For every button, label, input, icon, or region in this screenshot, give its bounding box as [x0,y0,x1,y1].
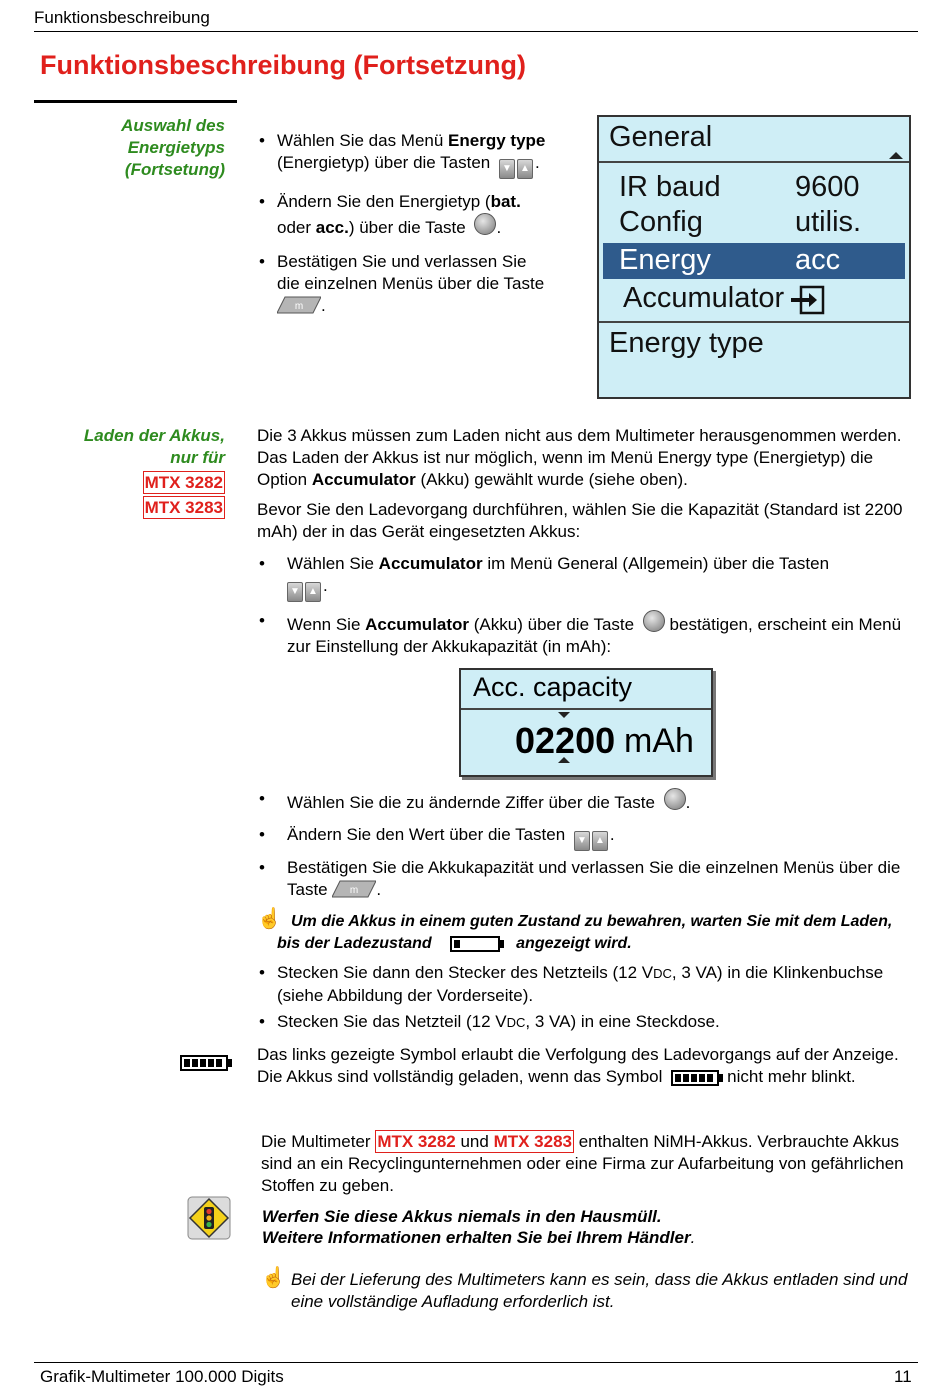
battery-full-icon [671,1070,719,1086]
lcd-general-menu [597,115,911,399]
page-title: Funktionsbeschreibung (Fortsetzung) [40,50,526,80]
lcd-footer: Energy type [609,327,764,359]
model-badge: MTX 3283 [144,498,223,517]
lcd-row-label: Config [619,206,703,238]
list-item: • Wenn Sie Accumulator (Akku) über die Taste bestätigen, erscheint ein Menü zur Einstellung der Akkukapazität (in mAh): [257,610,907,658]
lcd-divider [599,161,909,163]
battery-low-icon [450,936,500,952]
list-item: • Stecken Sie das Netzteil (12 VDC, 3 VA) in eine Steckdose. [257,1011,907,1034]
list-item: • Wählen Sie die zu ändernde Ziffer über die Taste . [257,788,907,814]
label-line: (Fortsetung) [124,160,225,179]
energy-type-steps [257,130,587,317]
m-key-icon [277,295,321,315]
list-item: • Ändern Sie den Wert über die Tasten ▼ ▲ . [257,824,907,851]
list-item: • Stecken Sie dann den Stecker des Netzteils (12 VDC, 3 VA) in die Klinkenbuchse (siehe Abbildung der Vorderseite). [257,962,907,1007]
bottom-rule [34,1362,918,1363]
up-down-keys-icon: ▼ ▲ [499,155,535,179]
lcd-capacity [459,668,713,777]
power-steps [257,962,907,1034]
scroll-up-arrow-icon [889,152,903,159]
hand-pointer-icon: ☝ [257,908,282,930]
label-line: nur für [170,448,225,467]
model-badge: MTX 3282 [144,473,223,492]
list-item: • Wählen Sie das Menü Energy type (Energietyp) über die Tasten ▼ ▲ . [257,130,587,179]
label-line: Laden der Akkus, [83,426,225,445]
m-key-icon [332,879,376,899]
delivery-note: Bei der Lieferung des Multimeters kann es sein, dass die Akkus entladen sind und eine vollständige Aufladung erforderlich ist. [291,1270,908,1311]
title-rule [34,100,237,103]
paragraph-symbol: Das links gezeigte Symbol erlaubt die Verfolgung des Ladevorgangs auf der Anzeige. Die Akkus sind vollständig geladen, wenn das Symbol nicht mehr blinkt. [257,1045,899,1086]
list-item: • Bestätigen Sie die Akkukapazität und verlassen Sie die einzelnen Menüs über die Taste m . [257,857,907,901]
digit-up-arrow-icon [558,757,570,763]
lcd-row-label: Accumulator [623,282,785,314]
paragraph-nimh: Die Multimeter MTX 3282 und MTX 3283 enthalten NiMH-Akkus. Verbrauchte Akkus sind an ein Recyclingunternehmen oder eine Firma zur Aufarbeitung von gefährlichen Stoffen zu geben. [261,1132,904,1195]
round-key-icon [474,213,496,235]
label-line: Auswahl des [121,116,225,135]
lcd-row-label: IR baud [619,171,721,203]
submenu-enter-icon [789,285,825,315]
warning-text: Werfen Sie diese Akkus niemals in den Hausmüll. Weitere Informationen erhalten Sie bei Ihrem Händler. [262,1207,696,1247]
traffic-light-icon [187,1196,231,1240]
battery-full-icon [180,1052,228,1072]
capacity-steps [257,788,907,901]
paragraph: Die 3 Akkus müssen zum Laden nicht aus dem Multimeter herausgenommen werden. Das Laden der Akkus ist nur möglich, wenn im Menü Energy type (Energietyp) die Option Accumulator (Akku) gewählt wurde (siehe oben). [257,426,902,489]
svg-text:m: m [294,301,304,312]
capacity-value: 02200 [515,720,616,761]
footer-title: Grafik-Multimeter 100.000 Digits [40,1367,284,1386]
digit-down-arrow-icon [558,712,570,718]
list-item: • Bestätigen Sie und verlassen Sie die einzelnen Menüs über die Taste m . [257,251,587,317]
list-item: • Ändern Sie den Energietyp (bat. oder acc.) über die Taste . [257,191,587,239]
lcd-divider [599,321,909,323]
running-head: Funktionsbeschreibung [34,8,210,27]
up-down-keys-icon: ▼ ▲ [574,827,610,851]
lcd-row-label: Energy [619,244,711,276]
lcd-row-value: acc [795,244,841,276]
section-label-charging [40,425,225,519]
round-key-icon [664,788,686,810]
charging-note: Um die Akkus in einem guten Zustand zu bewahren, warten Sie mit dem Laden, bis der Ladezustand angezeigt wird. [277,913,893,952]
hand-pointer-icon: ☝ [261,1267,286,1289]
model-badge: MTX 3282 und MTX 3283 [377,1132,572,1151]
top-rule [34,31,918,32]
page-number: 11 [894,1367,912,1386]
charging-instructions [257,425,907,658]
section-label-energy-type [60,115,225,181]
capacity-unit: mAh [624,722,694,760]
lcd-header: General [609,121,713,153]
label-line: Energietyps [127,138,225,157]
up-down-keys-icon: ▼ ▲ [287,578,323,602]
list-item: • Wählen Sie Accumulator im Menü General (Allgemein) über die Tasten ▼ ▲ . [257,553,907,602]
lcd-header: Acc. capacity [473,672,633,702]
paragraph: Bevor Sie den Ladevorgang durchführen, wählen Sie die Kapazität (Standard ist 2200 mAh) der in das Gerät eingesetzten Akkus: [257,500,903,541]
round-key-icon [643,610,665,632]
lcd-divider [461,708,711,710]
lcd-row-value: 9600 [795,171,860,203]
svg-text:m: m [350,885,359,896]
lcd-row-value: utilis. [795,206,862,238]
